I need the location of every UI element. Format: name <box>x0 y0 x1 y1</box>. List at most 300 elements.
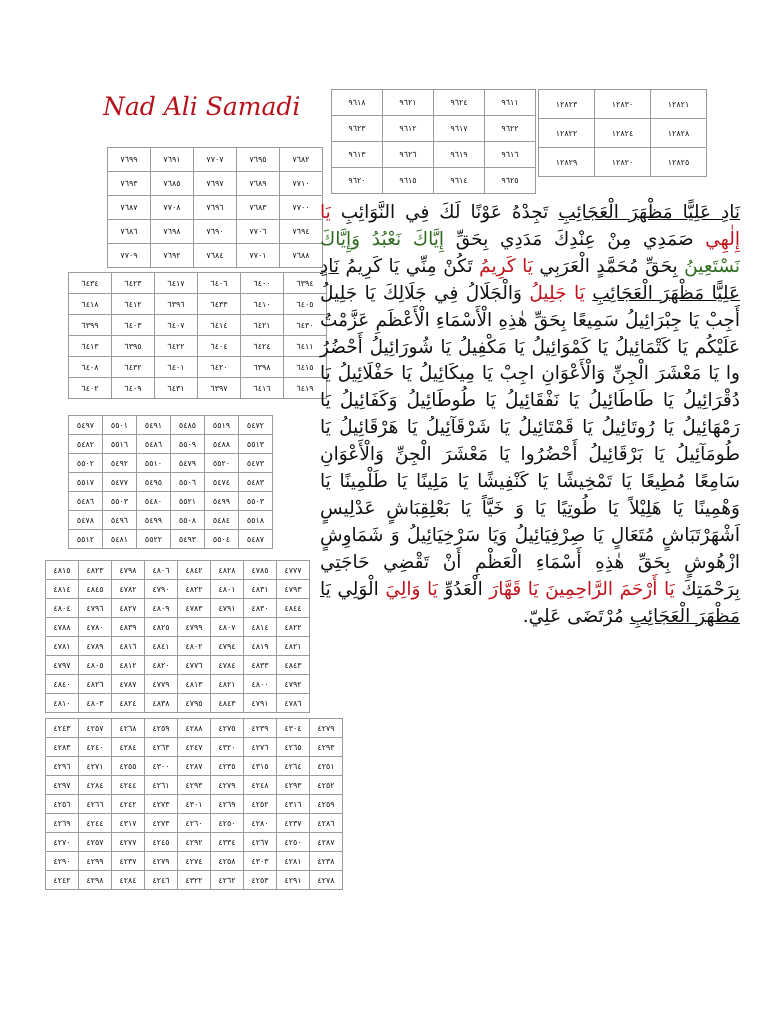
grid-cell: ٦٣٩٦ <box>155 294 198 315</box>
dua-segment: وَالْجَلَالُ فِي جَلَالِكَ يَا جَلِيلُ أَجِبْ يَا جِبْرَائِيلُ سَمِيعًا بِحَقِّ هٰذِهِ الْأَسْمَاءِ الْأَعْظَمِ عَزَّمْتُ عَلَيْكُم يَا كَتْمَائِيلُ يَا كَمْوَائِيلُ يَا مَكْفِيلُ يَا شُورَائِيلُ أَحْضُرُ وا يَا مَعْشَرَ الْجِنِّ وَالْأَعْوَانِ اجِبْ يَا مِيكَائِيلُ يَا حَفْلَائِيلُ يَا دُقْرَائِيلُ يَا طَاطَائِيلُ يَا نَفْقَائِيلُ يَا طُوطَائِيلُ وَكَفَائِيلُ يَا رَمْهَائِيلُ يَا رُوتَائِيلُ يَا قَمْتَائِيلُ يَا شَرْقَآئِيلُ يَا هَرْقَائِيلُ يَا طُومَآئِيلُ يَا بَرْقَائِيلُ أَحْضُرُوا يَا مَعْشَرَ الْجِنِّ وَالْأَعْوَانِ سَامِعًا مُطِيعًا يَا تَمْخِيشًا يَا كَنْفِيشًا يَا مَلِينًا يَا طَلْمِينًا يَا وَهْمِينًا يَا هَلِيْلاً يَا طُوتِيًا يَا وَ خَيَّاً يَا بَعْلِقِبَاشٍ عَدْلِيسٍ اَشْهَرْتَبَاشٍ مُتَعَالٍ يَا صِرْفِيَائِيلُ وَيَا سَرْخِيَائِيلُ وَ شَمَاوِشٍ ازْهُوشٍ بِحَقِّ هٰذِهِ أَسْمَاءِ الْعَظْمِ أَنْ تَقْضِي حَاجَتِي بِرَحْمَتِكَ <box>320 282 741 600</box>
grid-row <box>69 473 273 492</box>
grid-cell: ٥٥٠٣ <box>239 492 273 511</box>
grid-cell: ٩٦٢٢ <box>485 116 536 142</box>
grid-cell: ١٢٨٢١ <box>651 90 707 119</box>
dua-segment-red: يَا كَرِيمُ <box>479 255 533 277</box>
grid-cell: ٤٨٣٣ <box>244 656 277 675</box>
grid-cell: ٧٧٠٩ <box>108 244 151 268</box>
grid-cell: ٤٧٧٧ <box>277 561 310 580</box>
grid-cell: ١٢٨٢٠ <box>595 148 651 177</box>
dua-segment-underlined: يَا مَظْهَرَ الْعَجَائِبِ <box>320 578 740 627</box>
grid-row <box>46 618 310 637</box>
grid-cell: ٦٤٠٣ <box>112 315 155 336</box>
grid-cell: ٦٤١٢ <box>112 294 155 315</box>
grid-cell: ٦٤٢٣ <box>112 273 155 294</box>
grid-cell: ٦٤٣١ <box>155 378 198 399</box>
dua-segment-red: يَا وَالِيَ <box>385 578 438 600</box>
grid-cell: ٤٢٧٤ <box>178 852 211 871</box>
grid-row <box>108 220 323 244</box>
grid-cell: ٦٤٠٨ <box>69 357 112 378</box>
grid-cell: ٤٨٠٣ <box>79 694 112 713</box>
grid-cell: ٤٧٩٦ <box>79 599 112 618</box>
grid-cell: ٤٢٥٢ <box>310 776 343 795</box>
grid-cell: ٤٢٩٢ <box>178 833 211 852</box>
grid-cell: ٥٥١٧ <box>69 473 103 492</box>
grid-row <box>332 168 536 194</box>
grid-cell: ٤٨٢٦ <box>79 675 112 694</box>
grid-cell: ٤٢٨٤ <box>112 738 145 757</box>
grid-cell: ٥٤٩٦ <box>103 511 137 530</box>
dua-segment: تَكُنْ مِنِّي يَا كَرِيمُ <box>339 255 480 277</box>
dua-text <box>320 200 740 631</box>
grid-row <box>46 599 310 618</box>
grid-cell: ٤٧٧٦ <box>178 656 211 675</box>
grid-cell: ٧٧٠٧ <box>194 148 237 172</box>
grid-cell: ٤٨٠٠ <box>244 675 277 694</box>
grid-cell: ٦٤٢١ <box>241 315 284 336</box>
grid-cell: ٩٦١٢ <box>383 116 434 142</box>
grid-cell: ٤٢٩١ <box>277 871 310 890</box>
grid-cell: ٩٦٢٦ <box>383 142 434 168</box>
grid-cell: ٤٢٥٦ <box>46 795 79 814</box>
grid-cell: ٤٢٥١ <box>310 757 343 776</box>
grid-cell: ٧٦٨٨ <box>280 244 323 268</box>
grid-cell: ٤٧٨٣ <box>178 599 211 618</box>
grid-cell: ٤٧٩٤ <box>211 637 244 656</box>
grid-cell: ٤٢٧٠ <box>46 833 79 852</box>
grid-cell: ٤٢٩٦ <box>46 757 79 776</box>
grid-cell: ٧٧٠٨ <box>151 196 194 220</box>
grid-cell: ٧٦٩٧ <box>194 172 237 196</box>
grid-cell: ٦٤١٧ <box>155 273 198 294</box>
grid-cell: ٧٦٩١ <box>151 148 194 172</box>
grid-cell: ٤٨٢٨ <box>211 561 244 580</box>
grid-cell: ٤٨١٢ <box>112 656 145 675</box>
grid-cell: ٤٧٨٧ <box>112 675 145 694</box>
grid-cell: ٤٣٠٤ <box>277 719 310 738</box>
grid-cell: ٤٨٢١ <box>277 637 310 656</box>
number-grid-6 <box>45 560 310 713</box>
dua-segment: تَجِدْهُ عَوْنًا لَكَ فِي النَّوَائِبِ <box>330 202 559 223</box>
grid-cell: ٦٤١٨ <box>69 294 112 315</box>
grid-cell: ٤٣٠٠ <box>145 757 178 776</box>
dua-segment: بِحَقِّ مُحَمَّدٍ الْعَرَبِي <box>532 255 685 277</box>
grid-row <box>46 814 343 833</box>
grid-cell: ٥٤٨٣ <box>239 473 273 492</box>
grid-cell: ٧٦٩٤ <box>280 220 323 244</box>
grid-cell: ٥٤٧٧ <box>103 473 137 492</box>
grid-row <box>69 511 273 530</box>
grid-cell: ٦٤٠٩ <box>112 378 155 399</box>
grid-cell: ٧٦٨٦ <box>108 220 151 244</box>
grid-row <box>69 454 273 473</box>
grid-cell: ٤٢٧٨ <box>310 871 343 890</box>
grid-cell: ٤٨٣٨ <box>145 694 178 713</box>
grid-cell: ٤٢٨٤ <box>112 871 145 890</box>
grid-cell: ٤٧٨٢ <box>112 580 145 599</box>
grid-cell: ٥٥٢٢ <box>137 530 171 549</box>
grid-row <box>46 833 343 852</box>
grid-cell: ٤٢٥٧ <box>79 833 112 852</box>
grid-cell: ٦٤١٣ <box>69 336 112 357</box>
dua-segment-underlined: نَادِ عَلِيًّا مَظْهَرَ الْعَجَائِبِ <box>320 255 740 304</box>
grid-cell: ٥٤٨٦ <box>69 492 103 511</box>
dua-segment-red: يَا إِلٰهِي <box>320 202 740 250</box>
grid-cell: ٦٤٣٤ <box>69 273 112 294</box>
grid-cell: ٤٧٨٦ <box>277 694 310 713</box>
grid-cell: ٦٤٠٥ <box>284 294 327 315</box>
dua-segment-red: يَا جَلِيلُ <box>529 282 585 304</box>
grid-cell: ٥٥١٦ <box>103 435 137 454</box>
grid-cell: ٥٤٨١ <box>103 530 137 549</box>
grid-cell: ٥٤٧٨ <box>69 511 103 530</box>
grid-cell: ٤٧٨٥ <box>244 561 277 580</box>
grid-cell: ٤٢٣٨ <box>310 852 343 871</box>
grid-cell: ٤٨٤١ <box>145 637 178 656</box>
grid-cell: ٤٣١٥ <box>244 757 277 776</box>
grid-cell: ٤٧٨٩ <box>79 637 112 656</box>
grid-cell: ٩٦١٦ <box>485 142 536 168</box>
grid-row <box>46 561 310 580</box>
grid-row <box>46 580 310 599</box>
grid-cell: ٤٣٠١ <box>178 795 211 814</box>
grid-cell: ٧٦٨٤ <box>194 244 237 268</box>
grid-cell: ٦٤١٠ <box>241 294 284 315</box>
grid-cell: ٤٢٧٩ <box>145 852 178 871</box>
grid-cell: ٤٢٣٧ <box>112 852 145 871</box>
grid-cell: ٤٨٠٢ <box>178 637 211 656</box>
grid-cell: ٤٢٤٦ <box>145 871 178 890</box>
grid-cell: ٩٦١٣ <box>332 142 383 168</box>
number-grid-4 <box>68 272 327 399</box>
grid-cell: ٦٤٠٠ <box>241 273 284 294</box>
grid-row <box>69 435 273 454</box>
grid-cell: ٩٦١٩ <box>434 142 485 168</box>
grid-cell: ٤٢٦٧ <box>244 833 277 852</box>
grid-row <box>539 90 707 119</box>
grid-cell: ٤٢٧٩ <box>310 719 343 738</box>
grid-cell: ٦٤٠٦ <box>198 273 241 294</box>
grid-cell: ٤٢٦٥ <box>277 738 310 757</box>
grid-cell: ٦٣٩٩ <box>69 315 112 336</box>
grid-cell: ٤٢٥٧ <box>79 719 112 738</box>
grid-cell: ١٢٨٢٣ <box>539 90 595 119</box>
grid-cell: ٩٦١٧ <box>434 116 485 142</box>
grid-cell: ٤٨٢٢ <box>277 618 310 637</box>
grid-cell: ٤٨٢٠ <box>145 656 178 675</box>
grid-cell: ٤٨٠٧ <box>211 618 244 637</box>
grid-row <box>46 757 343 776</box>
dua-segment-red: يَا أَرْحَمَ الرَّاحِمِينَ يَا قَهَّارَ <box>489 578 675 600</box>
grid-row <box>108 196 323 220</box>
grid-cell: ٩٦٢٣ <box>332 116 383 142</box>
grid-cell: ٤٣٢٢ <box>178 871 211 890</box>
grid-cell: ٤٨٠٦ <box>145 561 178 580</box>
grid-cell: ٦٤٣٢ <box>112 357 155 378</box>
grid-cell: ٤٨٠٥ <box>79 656 112 675</box>
dua-segment: الْعَدُوِّ <box>437 578 490 600</box>
grid-cell: ٧٦٨٢ <box>280 148 323 172</box>
grid-cell: ١٢٨٢٢ <box>539 119 595 148</box>
grid-cell: ٤٨٢٤ <box>112 694 145 713</box>
grid-cell: ٤٢٨٧ <box>310 833 343 852</box>
grid-cell: ٤٢٤٢ <box>46 871 79 890</box>
grid-cell: ٤٢٦٨ <box>112 719 145 738</box>
grid-cell: ٧٦٩٨ <box>151 220 194 244</box>
dua-segment-underlined: نَادِ عَلِيًّا مَظْهَرَ الْعَجَائِبِ <box>558 202 740 223</box>
grid-cell: ٤٢٥٩ <box>145 719 178 738</box>
grid-cell: ٤٧٩٨ <box>112 561 145 580</box>
grid-cell: ٥٤٧٤ <box>205 473 239 492</box>
grid-cell: ٤٧٨٨ <box>46 618 79 637</box>
grid-cell: ٥٥٠٩ <box>171 435 205 454</box>
grid-cell: ٤٢٤٠ <box>79 738 112 757</box>
grid-cell: ٤٨١٦ <box>112 637 145 656</box>
grid-cell: ٥٥٠٤ <box>205 530 239 549</box>
grid-cell: ٤٢٤٢ <box>112 795 145 814</box>
grid-cell: ٤٢٦٩ <box>46 814 79 833</box>
grid-cell: ٤٢٨٨ <box>178 719 211 738</box>
grid-cell: ٤٨٤٤ <box>277 599 310 618</box>
grid-cell: ٩٦١٨ <box>332 90 383 116</box>
grid-cell: ٤٨٤٣ <box>211 694 244 713</box>
grid-cell: ٩٦٢٤ <box>434 90 485 116</box>
grid-cell: ٤٢٩٠ <box>46 852 79 871</box>
grid-cell: ٦٣٩٥ <box>112 336 155 357</box>
grid-cell: ٤٢٨٧ <box>178 757 211 776</box>
grid-cell: ٤٢٩٣ <box>178 776 211 795</box>
grid-cell: ٧٦٨٧ <box>108 196 151 220</box>
grid-cell: ٦٤٠٢ <box>69 378 112 399</box>
grid-cell: ٤٨١٩ <box>244 637 277 656</box>
grid-cell: ٤٧٩٩ <box>178 618 211 637</box>
grid-cell: ٦٣٩٤ <box>284 273 327 294</box>
grid-cell: ٥٥١٢ <box>69 530 103 549</box>
grid-cell: ٤٢٥٢ <box>244 795 277 814</box>
dua-segment: صَمَدِي مِنْ عِنْدِكَ مَدَدِي بِحَقِّ <box>444 228 706 250</box>
grid-cell: ٤٢٥٨ <box>211 852 244 871</box>
grid-cell: ٥٥٠٨ <box>171 511 205 530</box>
grid-cell: ٤٨٤٥ <box>79 580 112 599</box>
grid-cell: ٥٤٧٢ <box>239 416 273 435</box>
grid-cell: ٤٢٧٩ <box>211 776 244 795</box>
grid-cell: ٦٤١٥ <box>284 357 327 378</box>
grid-cell: ٥٥١٠ <box>137 454 171 473</box>
grid-cell: ٤٢٣٥ <box>211 757 244 776</box>
grid-cell: ٧٦٩٣ <box>108 172 151 196</box>
grid-cell: ٧٦٨٥ <box>151 172 194 196</box>
grid-cell: ٤٧٩٣ <box>277 580 310 599</box>
grid-cell: ٥٤٩٥ <box>137 473 171 492</box>
grid-cell: ٧٦٩٦ <box>194 196 237 220</box>
grid-cell: ٤٢٩٣ <box>277 776 310 795</box>
grid-cell: ٦٣٩٨ <box>241 357 284 378</box>
grid-row <box>46 694 310 713</box>
grid-cell: ٧٦٨٣ <box>237 196 280 220</box>
grid-cell: ٤٢٩٨ <box>79 871 112 890</box>
grid-cell: ٤٧٧٩ <box>145 675 178 694</box>
grid-cell: ٤٢٦٤ <box>277 757 310 776</box>
grid-cell: ٤٧٩١ <box>211 599 244 618</box>
grid-cell: ٤٢٣٩ <box>244 719 277 738</box>
grid-cell: ٤٣٢٠ <box>211 738 244 757</box>
grid-row <box>69 315 327 336</box>
grid-cell: ٦٤٣٠ <box>284 315 327 336</box>
grid-row <box>46 852 343 871</box>
grid-cell: ٥٥١٨ <box>239 511 273 530</box>
grid-row <box>332 116 536 142</box>
grid-cell: ٦٤١٤ <box>198 315 241 336</box>
grid-cell: ٦٤٢٠ <box>198 357 241 378</box>
grid-row <box>69 294 327 315</box>
grid-cell: ٤٢٣٧ <box>277 814 310 833</box>
grid-cell: ٤٢٤٨ <box>244 776 277 795</box>
grid-row <box>69 336 327 357</box>
grid-cell: ٤٨١٥ <box>46 561 79 580</box>
grid-cell: ٤٢٤٤ <box>79 814 112 833</box>
grid-cell: ٤٢٦٩ <box>211 795 244 814</box>
grid-cell: ٦٤٠٤ <box>198 336 241 357</box>
grid-cell: ٧٦٩٢ <box>151 244 194 268</box>
grid-cell: ٤٢٥٠ <box>277 833 310 852</box>
grid-cell: ٥٤٩٢ <box>103 454 137 473</box>
grid-cell: ٤٢٧٧ <box>112 833 145 852</box>
grid-row <box>46 738 343 757</box>
grid-row <box>46 675 310 694</box>
grid-cell: ١٢٨٢٤ <box>595 119 651 148</box>
grid-cell: ٦٣٩٧ <box>198 378 241 399</box>
grid-cell: ٧٧٠٦ <box>237 220 280 244</box>
grid-cell: ٤٢٧٣ <box>145 814 178 833</box>
dua-segment: مُرْتَضَى عَلِيّ. <box>522 605 630 627</box>
grid-cell: ٤٧٩٠ <box>145 580 178 599</box>
grid-cell: ٥٥٠١ <box>103 416 137 435</box>
grid-cell: ٤٣٣٤ <box>211 833 244 852</box>
grid-cell: ٤٨١٠ <box>46 694 79 713</box>
grid-cell: ٤٨٤٣ <box>277 656 310 675</box>
grid-row <box>46 871 343 890</box>
grid-cell: ٤٢٨٦ <box>310 814 343 833</box>
grid-cell: ٩٦٢٠ <box>332 168 383 194</box>
grid-cell: ٩٦١١ <box>485 90 536 116</box>
grid-cell: ٦٤٢٤ <box>241 336 284 357</box>
grid-cell: ٤٨٢٣ <box>79 561 112 580</box>
grid-row <box>108 148 323 172</box>
grid-cell: ٤٨٠١ <box>211 580 244 599</box>
grid-cell: ٤٢٨٣ <box>46 738 79 757</box>
grid-cell: ٦٤٠٧ <box>155 315 198 336</box>
grid-cell: ٥٤٨٥ <box>171 416 205 435</box>
grid-cell: ٥٤٩١ <box>137 416 171 435</box>
grid-cell: ٤٧٩٥ <box>178 694 211 713</box>
grid-cell: ٦٤١٩ <box>284 378 327 399</box>
grid-cell: ٤٨٤٠ <box>46 675 79 694</box>
grid-cell: ٤٨١٣ <box>178 675 211 694</box>
grid-cell: ٩٦٢٥ <box>485 168 536 194</box>
grid-cell: ٤٢٤٣ <box>46 719 79 738</box>
grid-cell: ١٢٨٢٨ <box>651 119 707 148</box>
dua-segment-green: إِيَّاكَ نَعْبُدُ وَإِيَّاكَ نَسْتَعِينُ <box>320 228 740 277</box>
grid-cell: ٤٢٨١ <box>277 852 310 871</box>
grid-cell: ٤٧٩٧ <box>46 656 79 675</box>
grid-row <box>69 492 273 511</box>
grid-cell: ٤٧٩١ <box>244 694 277 713</box>
grid-cell: ٥٤٩٩ <box>205 492 239 511</box>
grid-cell: ٥٥٢٠ <box>205 454 239 473</box>
grid-cell: ٤٢٨٠ <box>244 814 277 833</box>
grid-row <box>539 148 707 177</box>
grid-cell: ٤٢٩٩ <box>79 852 112 871</box>
grid-cell: ٤٨٤٢ <box>178 561 211 580</box>
grid-cell: ٥٥٠٢ <box>69 454 103 473</box>
grid-cell: ٥٤٨٦ <box>137 435 171 454</box>
grid-cell: ٤٢٦٣ <box>145 738 178 757</box>
grid-cell: ٤٢٦٢ <box>211 871 244 890</box>
grid-row <box>69 378 327 399</box>
grid-row <box>46 656 310 675</box>
grid-cell: ٤٢٨٤ <box>79 776 112 795</box>
grid-cell: ٤٧٩٢ <box>277 675 310 694</box>
grid-row <box>108 244 323 268</box>
grid-cell: ٧٧١٠ <box>280 172 323 196</box>
grid-cell: ٤٢٧٣ <box>145 795 178 814</box>
grid-cell: ٤٨٠٤ <box>46 599 79 618</box>
grid-cell: ٤٢٩٣ <box>310 738 343 757</box>
dua-segment: الْوَلِي <box>330 578 386 600</box>
grid-cell: ٦٤٠١ <box>155 357 198 378</box>
grid-cell: ٤٢٥٥ <box>112 757 145 776</box>
grid-cell: ٦٤٢٢ <box>155 336 198 357</box>
grid-cell: ٤٨٢١ <box>211 675 244 694</box>
grid-cell: ٤٨٢٥ <box>145 618 178 637</box>
grid-cell: ٤٢٦١ <box>145 776 178 795</box>
grid-cell: ٥٥٢١ <box>171 492 205 511</box>
grid-cell: ٥٥١٩ <box>205 416 239 435</box>
grid-cell: ٤٨٣١ <box>244 580 277 599</box>
grid-cell: ٥٤٩٣ <box>171 530 205 549</box>
grid-cell: ٥٤٩٩ <box>137 511 171 530</box>
grid-row <box>69 357 327 378</box>
grid-cell: ٥٥٠٣ <box>103 492 137 511</box>
grid-cell: ٤٨٢٧ <box>112 599 145 618</box>
grid-cell: ٥٤٨٨ <box>205 435 239 454</box>
grid-cell: ٤٢٤٧ <box>178 738 211 757</box>
grid-cell: ٥٤٨٧ <box>239 530 273 549</box>
grid-cell: ٥٥٠٦ <box>171 473 205 492</box>
grid-cell: ٩٦١٤ <box>434 168 485 194</box>
page-title: Nad Ali Samadi <box>103 92 301 121</box>
grid-cell: ٤٢٥٩ <box>310 795 343 814</box>
number-grid-5 <box>68 415 273 549</box>
grid-cell: ٧٧٠٠ <box>280 196 323 220</box>
grid-cell: ٤٨٣٩ <box>112 618 145 637</box>
grid-row <box>46 637 310 656</box>
grid-cell: ١٢٨٣٠ <box>595 90 651 119</box>
grid-cell: ٤٨١٤ <box>46 580 79 599</box>
grid-cell: ٥٤٧٣ <box>239 454 273 473</box>
grid-cell: ٤٧٨٠ <box>79 618 112 637</box>
grid-row <box>69 416 273 435</box>
number-grid-3 <box>107 147 323 268</box>
grid-cell: ٥٥١٣ <box>239 435 273 454</box>
grid-cell: ٦٤١٦ <box>241 378 284 399</box>
grid-cell: ٤٢٧٥ <box>211 719 244 738</box>
grid-cell: ٤٢٤٥ <box>145 833 178 852</box>
grid-row <box>332 142 536 168</box>
number-grid-1 <box>331 89 536 194</box>
grid-cell: ٤٣٠٣ <box>244 852 277 871</box>
grid-cell: ٤٢٧٦ <box>244 738 277 757</box>
